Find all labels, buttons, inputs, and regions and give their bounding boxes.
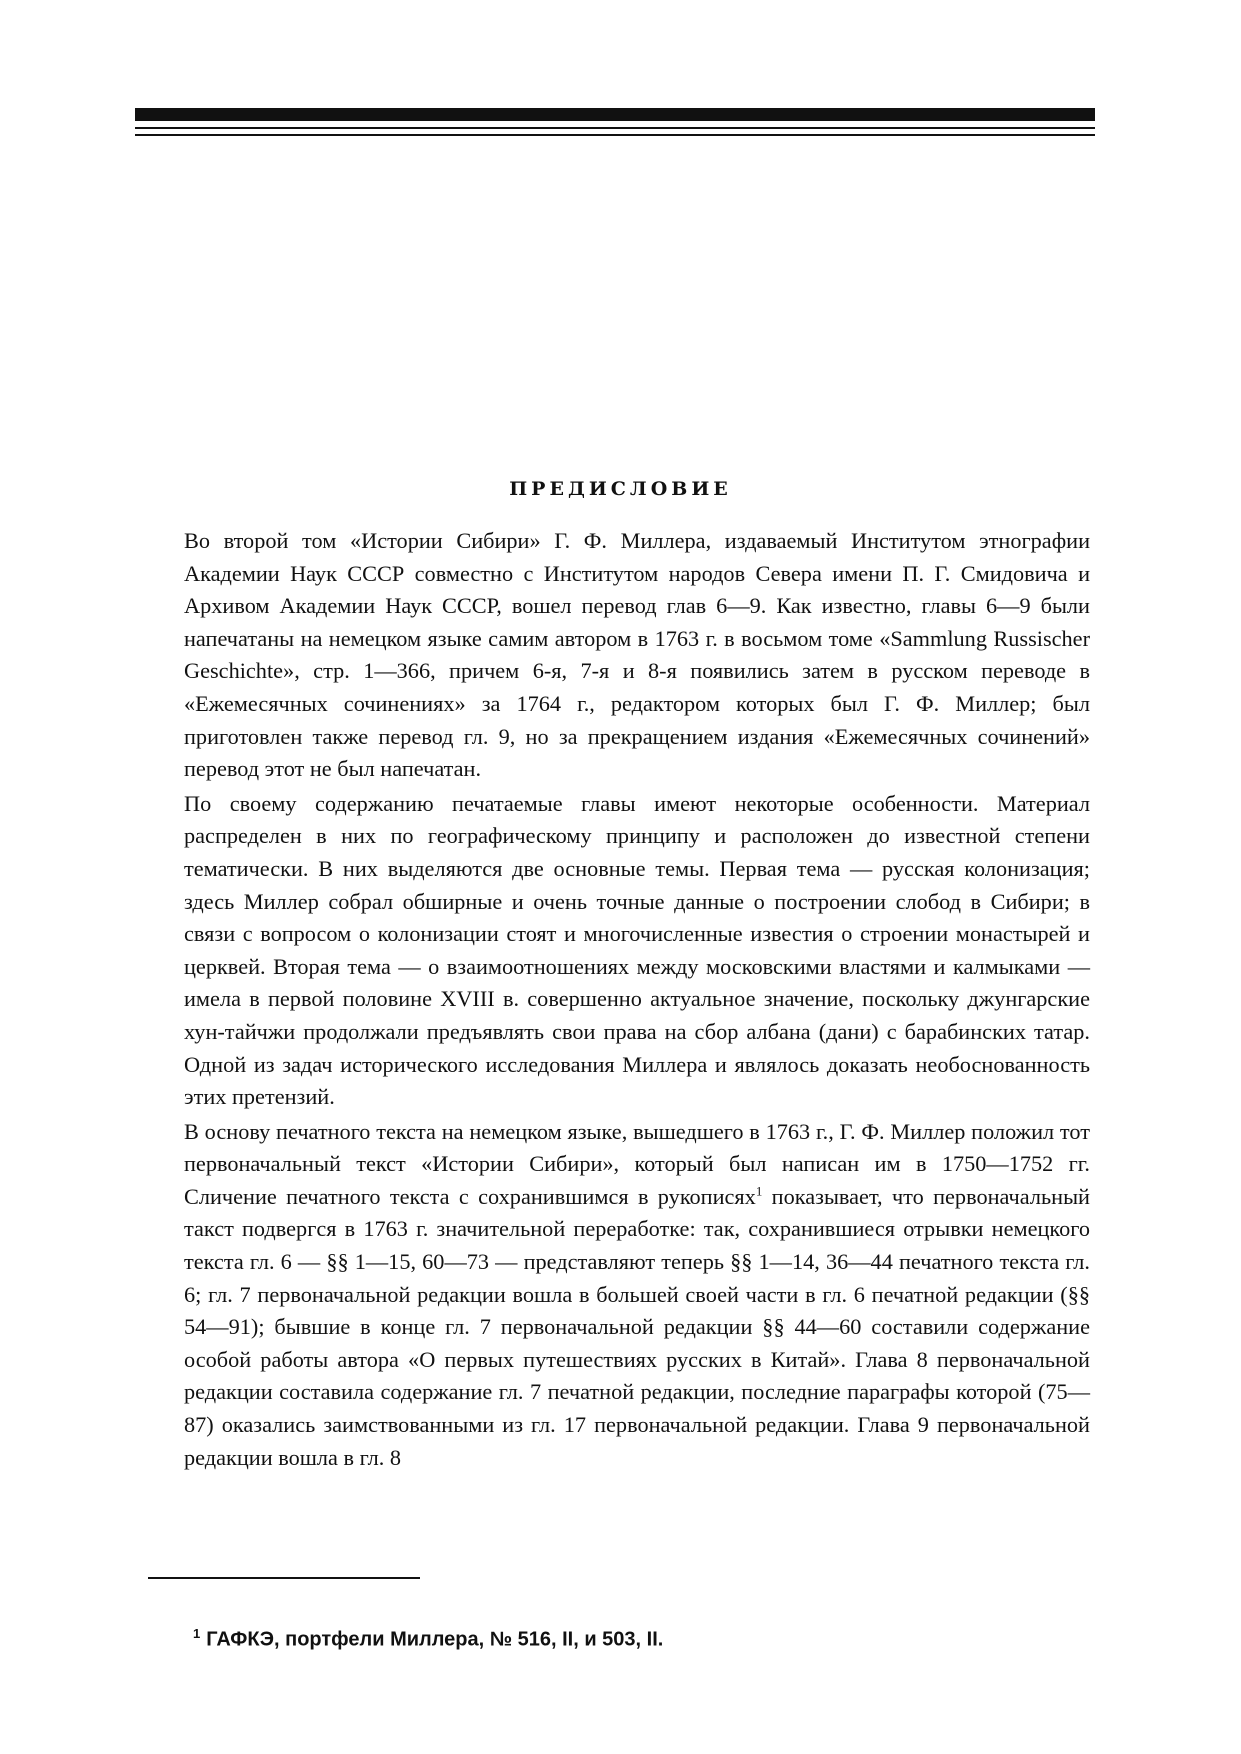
footnote — [193, 1626, 663, 1652]
footnote-reference[interactable]: 1 — [755, 1183, 763, 1199]
page-title: ПРЕДИСЛОВИЕ — [509, 478, 732, 500]
footnote-mark: 1 — [193, 1626, 201, 1641]
header-rule — [135, 108, 1095, 136]
paragraph-1: Во второй том «Истории Сибири» Г. Ф. Миллера, издаваемый Институтом этнографии Академии Наук СССР совместно с Институтом народов Севера имени П. Г. Смидовича и Архивом Академии Наук СССР, вошел перевод глав 6—9. Как известно, главы 6—9 были напечатаны на немецком языке самим автором в 1763 г. в восьмом томе «Sammlung Russischer Geschichte», стр. 1—366, причем 6-я, 7-я и 8-я появились затем в русском переводе в «Ежемесячных сочинениях» за 1764 г., редактором которых был Г. Ф. Миллер; был приготовлен также перевод гл. 9, но за прекращением издания «Ежемесячных сочинений» перевод этот не был напечатан. — [184, 528, 1090, 782]
paragraph-2: По своему содержанию печатаемые главы имеют некоторые особенности. Материал распределен в них по географическому принципу и расположен до известной степени тематически. В них выделяются две основные темы. Первая тема — русская колонизация; здесь Миллер собрал обширные и очень точные данные о построении слобод в Сибири; в связи с вопросом о колонизации стоят и многочисленные известия о строении монастырей и церквей. Вторая тема — о взаимоотношениях между московскими властями и калмыками — имела в первой половине XVIII в. совершенно актуальное значение, поскольку джунгарские хун-тайчжи продолжали предъявлять свои права на сбор албана (дани) с барабинских татар. Одной из задач исторического исследования Миллера и являлось доказать необоснованность этих претензий. — [184, 790, 1090, 1110]
footnote-divider — [148, 1577, 420, 1579]
paragraph-3 — [184, 1116, 1090, 1475]
paragraph-3-end: показывает, что первоначальный такст подвергся в 1763 г. значительной переработке: так, сохранившиеся отрывки немецкого текста гл. 6 — §§ 1—15, 60—73 — представляют теперь §§ 1—14, 36—44 печатного текста гл. 6; гл. 7 первоначальной редакции вошла в большей своей части в гл. 6 печатной редакции (§§ 54—91); бывшие в конце гл. 7 первоначальной редакции §§ 44—60 составили содержание особой работы автора «О первых путешествиях русских в Китай». Глава 8 первоначальной редакции составила содержание гл. 7 печатной редакции, последние параграфы которой (75—87) оказались заимствованными из гл. 17 первоначальной редакции. Глава 9 первоначальной редакции вошла в гл. 8 — [184, 1183, 1090, 1470]
footnote-text: ГАФКЭ, портфели Миллера, № 516, II, и 503, II. — [206, 1628, 664, 1651]
paragraph-3-start: В основу печатного текста на немецком языке, вышедшего в 1763 г., Г. Ф. Миллер положил тот первоначальный текст «Истории Сибири», который был написан им в 1750—1752 гг. Сличение печатного текста с сохранившимся в рукописях — [184, 1118, 1090, 1209]
body-text — [184, 525, 1090, 1476]
